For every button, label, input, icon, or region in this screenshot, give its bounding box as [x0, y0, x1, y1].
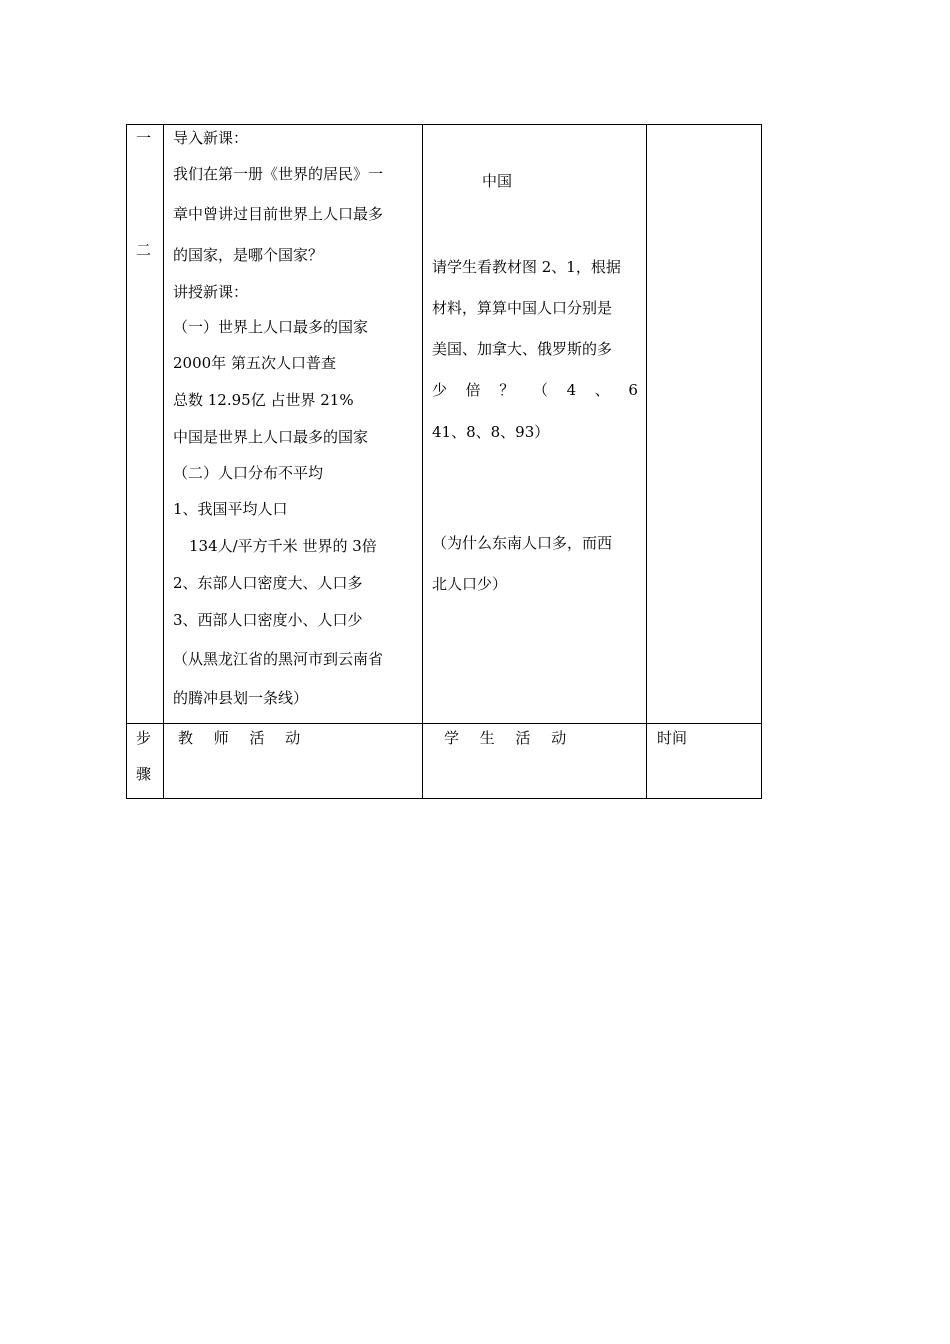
step-mark-two: 二 — [136, 241, 152, 259]
student-answer: 中国 — [482, 172, 513, 190]
teacher-line: 讲授新课： — [173, 283, 249, 301]
student-question-line: （为什么东南人口多，而西 — [432, 534, 613, 552]
teacher-line: （从黑龙江省的黑河市到云南省 — [173, 650, 384, 668]
teacher-line: 中国是世界上人口最多的国家 — [173, 428, 369, 446]
teacher-line: （一）世界上人口最多的国家 — [173, 318, 369, 336]
teacher-line: 2000年 第五次人口普查 — [173, 354, 336, 372]
time-header: 时间 — [657, 729, 688, 747]
student-task-line: 美国、加拿大、俄罗斯的多 — [432, 340, 613, 358]
student-task-line: 41、8、8、93） — [432, 423, 550, 441]
justified-char: 4 — [566, 381, 577, 399]
teacher-line: （二）人口分布不平均 — [173, 464, 324, 482]
table-column-divider-2 — [422, 124, 423, 799]
justified-char: ？ — [499, 381, 515, 399]
student-question-line: 北人口少） — [432, 575, 508, 593]
teacher-line: 总数 12.95亿 占世界 21% — [173, 391, 354, 409]
table-row-divider — [126, 723, 762, 724]
table-border-bottom — [126, 798, 762, 799]
step-label-top: 步 — [136, 729, 152, 747]
table-column-divider-3 — [646, 124, 647, 799]
teacher-line: 2、东部人口密度大、人口多 — [173, 574, 363, 592]
teacher-line: 我们在第一册《世界的居民》一 — [173, 165, 384, 183]
teacher-line: 的国家，是哪个国家？ — [173, 246, 324, 264]
table-border-top — [126, 124, 762, 125]
table-column-divider-1 — [163, 124, 164, 799]
justified-char: 6 — [628, 381, 638, 399]
table-border-right — [761, 124, 762, 799]
teacher-line: 导入新课： — [173, 129, 249, 147]
step-label-bottom: 骤 — [136, 765, 152, 783]
step-mark-one: 一 — [136, 129, 152, 147]
teacher-line: 134人/平方千米 世界的 3倍 — [189, 537, 377, 555]
teacher-line: 的腾冲县划一条线） — [173, 689, 309, 707]
justified-char: 倍 — [465, 381, 481, 399]
teacher-activity-header: 教 师 活 动 — [178, 729, 309, 747]
student-task-line: 材料，算算中国人口分别是 — [432, 299, 613, 317]
justified-char: （ — [532, 381, 548, 399]
teacher-line: 章中曾讲过目前世界上人口最多 — [173, 205, 384, 223]
student-task-justified-line — [432, 380, 638, 400]
student-task-line: 请学生看教材图 2、1，根据 — [432, 258, 621, 276]
teacher-line: 1、我国平均人口 — [173, 500, 288, 518]
justified-char: 少 — [432, 381, 448, 399]
teacher-line: 3、西部人口密度小、人口少 — [173, 611, 363, 629]
table-border-left — [126, 124, 127, 799]
justified-char: 、 — [594, 381, 610, 399]
student-activity-header: 学 生 活 动 — [444, 729, 575, 747]
